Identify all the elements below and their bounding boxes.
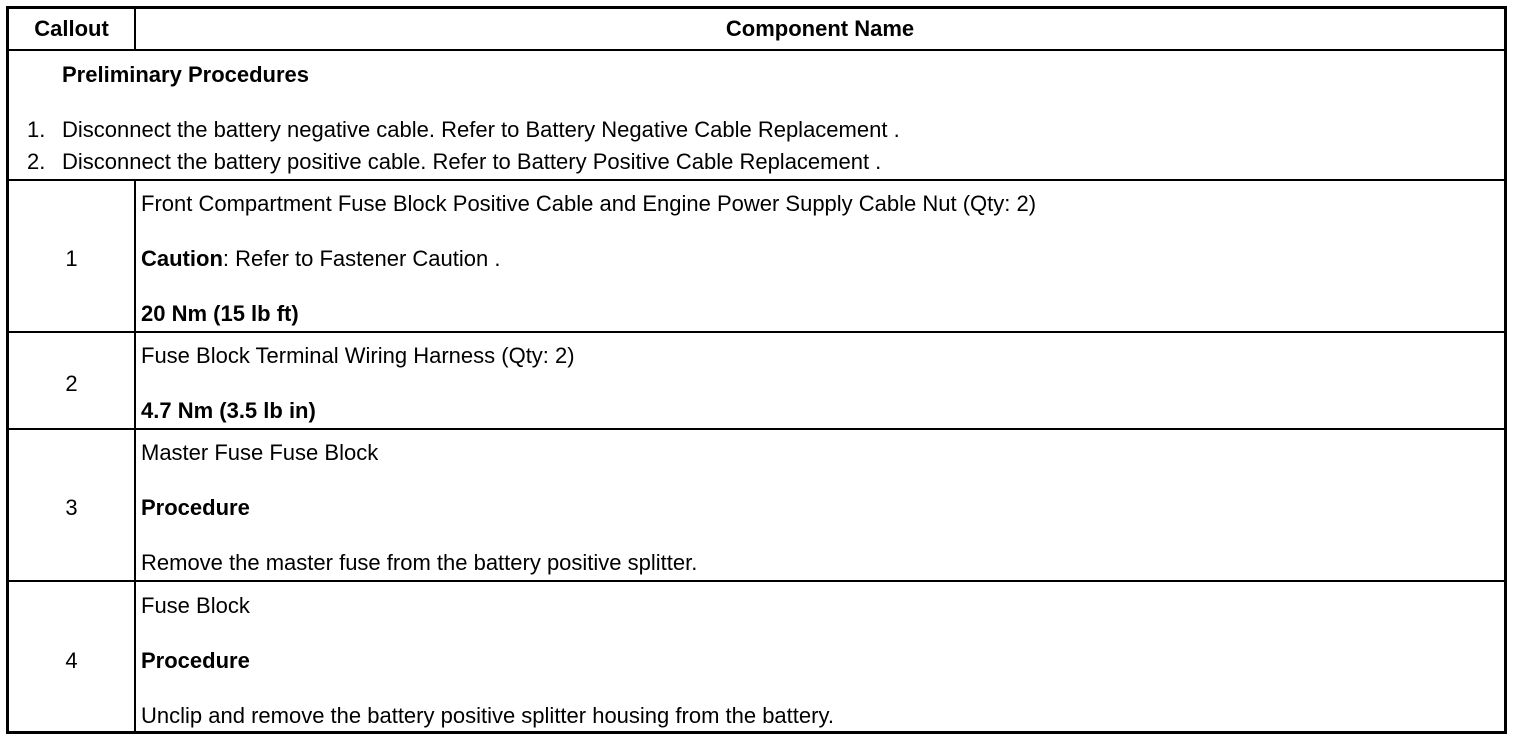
header-component-name: Component Name bbox=[725, 16, 915, 41]
column-divider-body bbox=[134, 179, 136, 731]
component-name: Fuse Block Terminal Wiring Harness (Qty: 2) bbox=[141, 343, 575, 368]
preliminary-step-number: 2. bbox=[27, 149, 46, 174]
procedure-label: Procedure bbox=[141, 495, 250, 520]
caution-label: Caution bbox=[141, 246, 223, 271]
torque-spec: 4.7 Nm (3.5 lb in) bbox=[141, 398, 316, 423]
row-divider bbox=[9, 428, 1504, 430]
caution-text: : Refer to Fastener Caution . bbox=[222, 246, 501, 271]
preliminary-step-text: Disconnect the battery positive cable. Refer to Battery Positive Cable Replacement . bbox=[62, 149, 882, 174]
callout-number: 4 bbox=[65, 648, 78, 673]
preliminary-step-number: 1. bbox=[27, 117, 46, 142]
row-divider bbox=[9, 331, 1504, 333]
preliminary-title: Preliminary Procedures bbox=[62, 62, 310, 87]
callout-number: 2 bbox=[65, 371, 78, 396]
procedure-label: Procedure bbox=[141, 648, 250, 673]
column-divider-header bbox=[134, 9, 136, 51]
preliminary-step-text: Disconnect the battery negative cable. Refer to Battery Negative Cable Replacement . bbox=[62, 117, 900, 142]
callout-number: 1 bbox=[65, 246, 78, 271]
table-header-row bbox=[9, 9, 1504, 51]
row-divider bbox=[9, 179, 1504, 181]
caution-line bbox=[141, 246, 500, 272]
row-divider bbox=[9, 580, 1504, 582]
header-callout: Callout bbox=[34, 16, 109, 41]
component-name: Fuse Block bbox=[141, 593, 250, 618]
procedure-text: Remove the master fuse from the battery positive splitter. bbox=[141, 550, 698, 575]
component-name: Front Compartment Fuse Block Positive Cable and Engine Power Supply Cable Nut (Qty: 2) bbox=[141, 191, 1037, 216]
component-name: Master Fuse Fuse Block bbox=[141, 440, 379, 465]
procedure-text: Unclip and remove the battery positive splitter housing from the battery. bbox=[141, 703, 834, 728]
torque-spec: 20 Nm (15 lb ft) bbox=[141, 301, 299, 326]
component-table bbox=[6, 6, 1507, 734]
callout-number: 3 bbox=[65, 495, 78, 520]
